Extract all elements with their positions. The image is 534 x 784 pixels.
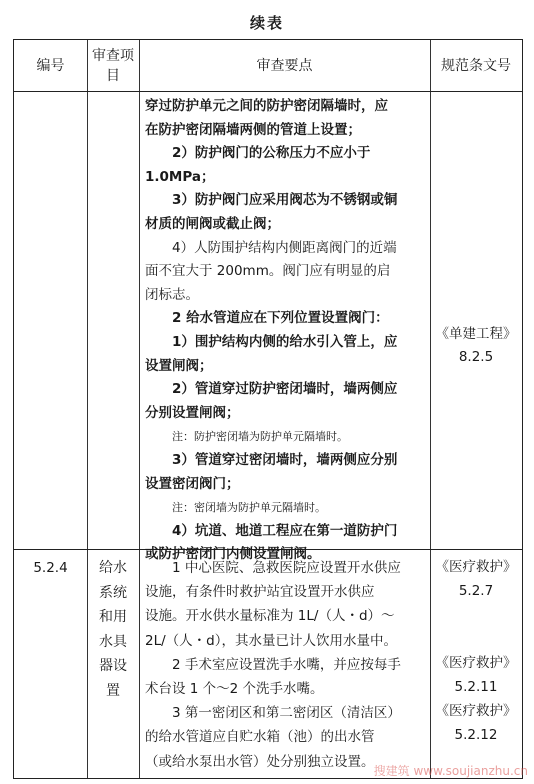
row2-ref2-name: 《医疗救护》: [435, 655, 517, 671]
category-line: 给水: [99, 560, 127, 576]
header-divider: [14, 91, 522, 92]
header-code: 编号: [36, 57, 65, 74]
row2-ref2-num: 5.2.11: [454, 679, 498, 695]
row1-content: [145, 95, 428, 567]
header-ref: 规范条文号: [441, 57, 511, 74]
header-category: 审查项目: [92, 47, 134, 84]
content-line: 在防护密闭隔墙两侧的管道上设置；: [145, 121, 361, 138]
content-line: 3）管道穿过密闭墙时，墙两侧应分别: [172, 451, 398, 468]
category-line: 水具: [99, 633, 127, 650]
content-line: 穿过防护单元之间的防护密闭隔墙时，应: [145, 98, 388, 114]
content-line: 2）防护阀门的公称压力不应小于: [172, 145, 371, 162]
row2-code: 5.2.4: [33, 560, 68, 576]
row2-ref1-name: 《医疗救护》: [435, 559, 517, 575]
row2-category: [87, 556, 139, 703]
content-line: 设施，有条件时救护站宜设置开水供应: [145, 584, 375, 601]
content-line: 或防护密闭门内侧设置闸阀。: [145, 546, 321, 563]
row2-ref1-num: 5.2.7: [458, 583, 494, 599]
content-line: 分别设置闸阀；: [145, 404, 240, 421]
row2-content: [145, 556, 428, 774]
review-table: [13, 39, 523, 779]
row1-ref-num: 8.2.5: [458, 349, 494, 365]
content-line: 1.0MPa；: [145, 168, 215, 185]
site-watermark: 搜建筑 www.soujianzhu.cn: [373, 764, 528, 778]
content-line: 2 给水管道应在下列位置设置阀门：: [172, 310, 389, 327]
content-line: 材质的闸阀或截止阀；: [145, 215, 280, 232]
content-line: 1 中心医院、急救医院应设置开水供应: [172, 560, 401, 576]
row2-ref3-num: 5.2.12: [454, 727, 498, 743]
category-line: 置: [106, 682, 120, 699]
content-line: 设施。开水供水量标准为 1L/（人・d）～: [145, 608, 395, 625]
content-line: 4）人防围护结构内侧距离阀门的近端: [172, 239, 397, 256]
header-content: 审查要点: [256, 57, 313, 74]
table-continued-title: 续表: [249, 14, 284, 32]
content-line: 3 第一密闭区和第二密闭区（清洁区）: [172, 705, 401, 722]
content-line: 4）坑道、地道工程应在第一道防护门: [172, 522, 398, 539]
content-line: 2 手术室应设置洗手水嘴，并应按每手: [172, 656, 401, 673]
content-line: 的给水管道应自贮水箱（池）的出水管: [145, 729, 375, 746]
content-line: 3）防护阀门应采用阀芯为不锈钢或铜: [172, 192, 398, 209]
note-line: 注：防护密闭墙为防护单元隔墙时。: [172, 430, 348, 444]
content-line: 1）围护结构内侧的给水引入管上，应: [172, 333, 398, 350]
content-line: 面不宜大于 200mm。阀门应有明显的启: [145, 263, 391, 280]
note-line: 注：密闭墙为防护单元隔墙时。: [172, 501, 326, 515]
row1-ref-name: 《单建工程》: [435, 326, 517, 342]
column-divider: [139, 40, 140, 778]
category-line: 和用: [99, 609, 127, 625]
category-line: 器设: [99, 658, 127, 674]
content-line: 术台设 1 个～2 个洗手水嘴。: [145, 681, 324, 698]
content-line: （或给水泵出水管）处分别独立设置。: [145, 753, 375, 770]
content-line: 设置闸阀；: [145, 357, 213, 374]
content-line: 2）管道穿过防护密闭墙时，墙两侧应: [172, 381, 398, 398]
row2-ref3-name: 《医疗救护》: [435, 703, 517, 719]
content-line: 2L/（人・d），其水量已计人饮用水量中。: [145, 632, 397, 649]
category-line: 系统: [99, 584, 127, 601]
content-line: 闭标志。: [145, 286, 199, 303]
content-line: 设置密闭阀门；: [145, 475, 240, 492]
